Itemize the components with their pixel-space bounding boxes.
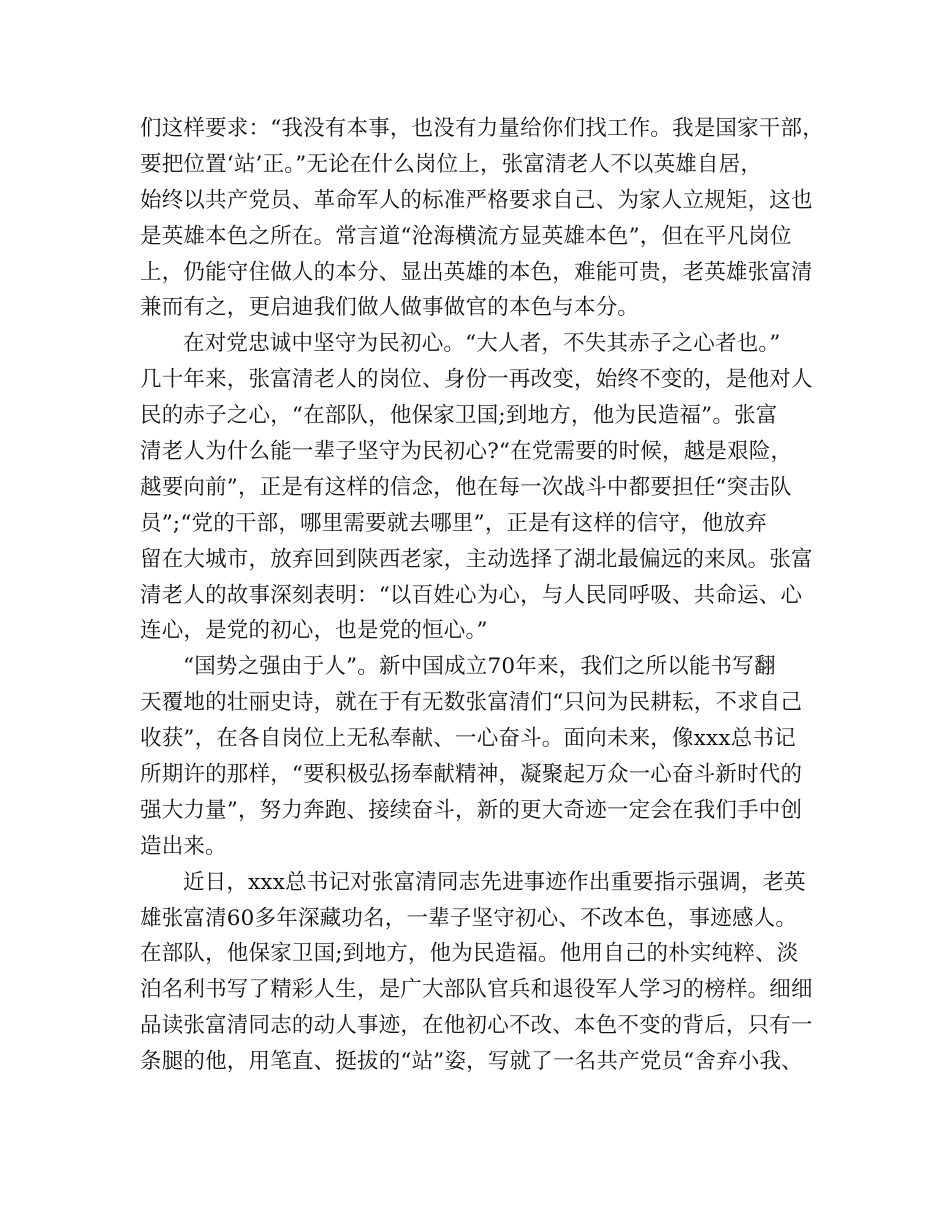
text-line: 清老人的故事深刻表明：“以百姓心为心，与人民同呼吸、共命运、心 xyxy=(140,582,803,608)
text-line: 条腿的他，用笔直、挺拔的“站”姿，写就了一名共产党员“舍弃小我、 xyxy=(140,1049,803,1075)
text-line: 所期许的那样，“要积极弘扬奉献精神，凝聚起万众一心奋斗新时代的 xyxy=(140,762,803,788)
text-line: 强大力量”，努力奔跑、接续奋斗，新的更大奇迹一定会在我们手中创 xyxy=(140,797,803,823)
paragraph-first-line: “国势之强由于人”。新中国成立70年来，我们之所以能书写翻 xyxy=(183,654,776,680)
text-line: 泊名利书写了精彩人生，是广大部队官兵和退役军人学习的榜样。细细 xyxy=(140,977,813,1003)
text-line: 造出来。 xyxy=(140,833,227,859)
paragraph-first-line: 近日，xxx总书记对张富清同志先进事迹作出重要指示强调，老英 xyxy=(183,869,806,895)
text-line: 几十年来，张富清老人的岗位、身份一再改变，始终不变的，是他对人 xyxy=(140,367,813,393)
text-line: 上，仍能守住做人的本分、显出英雄的本色，难能可贵，老英雄张富清 xyxy=(140,259,813,285)
text-line: 民的赤子之心，“在部队，他保家卫国;到地方，他为民造福”。张富 xyxy=(140,403,778,429)
text-line: 员”;“党的干部，哪里需要就去哪里”，正是有这样的信守，他放弃 xyxy=(140,510,767,536)
text-line: 兼而有之，更启迪我们做人做事做官的本色与本分。 xyxy=(140,295,640,321)
document-page xyxy=(140,111,828,1080)
text-line: 在部队，他保家卫国;到地方，他为民造福。他用自己的朴实纯粹、淡 xyxy=(140,941,799,967)
text-line: 们这样要求：“我没有本事，也没有力量给你们找工作。我是国家干部， xyxy=(140,116,824,141)
text-line: 始终以共产党员、革命军人的标准严格要求自己、为家人立规矩，这也 xyxy=(140,187,813,213)
text-line: 收获”，在各自岗位上无私奉献、一心奋斗。面向未来，像xxx总书记 xyxy=(140,726,796,752)
text-line: 留在大城市，放弃回到陕西老家，主动选择了湖北最偏远的来凤。张富 xyxy=(140,546,813,572)
text-line: 雄张富清60多年深藏功名，一辈子坚守初心、不改本色，事迹感人。 xyxy=(140,905,798,931)
paragraph-first-line: 在对党忠诚中坚守为民初心。“大人者，不失其赤子之心者也。” xyxy=(183,331,781,357)
text-line: 天覆地的壮丽史诗，就在于有无数张富清们“只问为民耕耘，不求自己 xyxy=(140,690,803,716)
text-line: 品读张富清同志的动人事迹，在他初心不改、本色不变的背后，只有一 xyxy=(140,1013,813,1039)
text-line: 清老人为什么能一辈子坚守为民初心?“在党需要的时候，越是艰险， xyxy=(140,439,793,465)
text-line: 连心，是党的初心，也是党的恒心。” xyxy=(140,618,488,644)
text-line: 要把位置‘站’正。”无论在什么岗位上，张富清老人不以英雄自居， xyxy=(140,151,763,177)
text-line: 越要向前”，正是有这样的信念，他在每一次战斗中都要担任“突击队 xyxy=(140,474,792,500)
text-line: 是英雄本色之所在。常言道“沧海横流方显英雄本色”，但在平凡岗位 xyxy=(140,223,792,249)
